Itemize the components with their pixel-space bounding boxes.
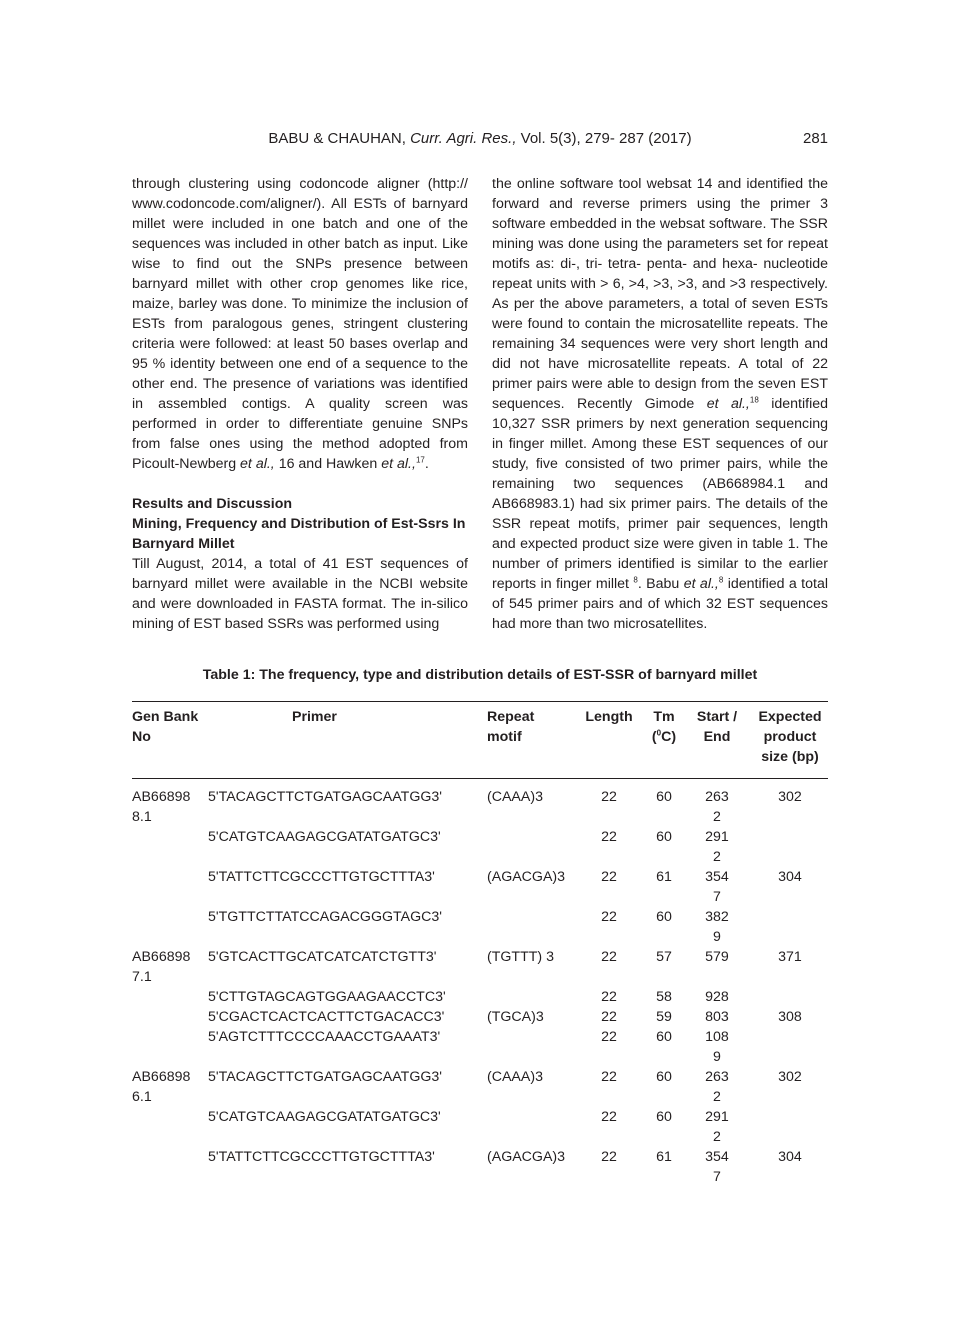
row-tm: 60 <box>656 909 672 925</box>
header-primer: Primer <box>292 709 337 725</box>
row-expected: 304 <box>778 1149 802 1165</box>
header-genbank: Gen Bank No <box>132 709 199 745</box>
right-text-1: the online software tool websat 14 and identified the forward and reverse primers using the primer 3 software embedded in the websat software. The SSR mining was done using the parameters set for repeat motifs as: di-, tri- tetra- penta- and hexa- nucleotide repeat units with > 6, >4, >3, >3, and >3 respectively. As per the above parameters, a total of seven ESTs were found to contain the microsatellite repeats. The remaining 34 sequences were very short length and did not have microsatellite repeats. A total of 22 primer pairs were able to design from the seven EST sequences. Recently Gimode <box>492 176 828 412</box>
ref-18: 18 <box>749 395 759 405</box>
row-primer: 5'TACAGCTTCTGATGAGCAATGG3' <box>208 789 443 805</box>
row-repeat: (TGCA)3 <box>487 1009 544 1025</box>
left-paragraph-1 <box>132 174 468 194</box>
header-length: Length <box>585 709 633 725</box>
row-repeat: (AGACGA)3 <box>487 1149 566 1165</box>
page-number: 281 <box>803 130 829 147</box>
ref-8a: 8 <box>633 575 638 585</box>
row-length: 22 <box>601 989 617 1005</box>
row-startend: 2632 <box>705 1069 729 1105</box>
row-startend: 3829 <box>705 909 729 945</box>
row-tm: 57 <box>656 949 672 965</box>
left-column <box>132 174 468 634</box>
left-etal-1: et al., <box>240 456 275 472</box>
ref-8b: 8 <box>718 575 724 585</box>
right-etal-gimode: et al., <box>706 396 750 412</box>
right-etal-babu: et al., <box>683 576 719 592</box>
row-startend: 1089 <box>705 1029 729 1065</box>
row-length: 22 <box>601 1029 617 1045</box>
row-startend: 2632 <box>705 789 729 825</box>
row-expected: 308 <box>778 1009 802 1025</box>
row-primer: 5'TACAGCTTCTGATGAGCAATGG3' <box>208 1069 443 1085</box>
left-etal-2: et al., <box>381 456 416 472</box>
section-heading: Results and Discussion <box>132 496 293 512</box>
header-repeat: Repeat motif <box>487 709 535 745</box>
row-genbank: AB668987.1 <box>132 949 191 985</box>
row-startend: 3547 <box>705 1149 729 1185</box>
subsection-heading: Mining, Frequency and Distribution of Est-Ssrs In Barnyard Millet <box>132 516 466 552</box>
row-expected: 302 <box>778 1069 802 1085</box>
row-tm: 60 <box>656 789 672 805</box>
header-volume: Vol. 5(3), 279- 287 (2017) <box>520 130 692 147</box>
row-startend: 2912 <box>705 829 729 865</box>
row-tm: 59 <box>656 1009 672 1025</box>
row-tm: 58 <box>656 989 672 1005</box>
row-expected: 302 <box>778 789 802 805</box>
row-repeat: (CAAA)3 <box>487 1069 543 1085</box>
row-primer: 5'TGTTCTTATCCAGACGGGTAGC3' <box>208 909 442 925</box>
header-journal: Curr. Agri. Res., <box>410 130 517 147</box>
header-tm-b: C) <box>661 729 677 745</box>
header-startend: Start / End <box>696 709 738 745</box>
row-primer: 5'CATGTCAAGAGCGATATGATGC3' <box>208 1109 441 1125</box>
left-p1-line1: through clustering using codoncode aligner (http:// <box>132 176 468 192</box>
row-repeat: (CAAA)3 <box>487 789 543 805</box>
row-length: 22 <box>601 949 617 965</box>
header-expected: Expected product size (bp) <box>758 709 822 765</box>
row-genbank: AB668986.1 <box>132 1069 191 1105</box>
header-tm <box>648 707 680 747</box>
row-tm: 60 <box>656 829 672 845</box>
row-repeat: (TGTTT) 3 <box>487 949 554 965</box>
row-startend: 3547 <box>705 869 729 905</box>
ref-17: 17 <box>415 455 425 465</box>
row-primer: 5'CATGTCAAGAGCGATATGATGC3' <box>208 829 441 845</box>
left-p1-mid: 16 and Hawken <box>274 456 382 472</box>
left-p1-text: www.codoncode.com/aligner/). All ESTs of barnyard millet were included in one batch and one of the sequences was included in other batch as input. Like wise to find out the SNPs presence between barnyard millet with other crop genomes like rice, maize, barley was done. To minimize the inclusion of ESTs from paralogous genes, stringent clustering criteria were followed: at least 50 bases overlap and 95 % identity between one end of a sequence to the other end. The presence of variations was identified in assembled contigs. A quality screen was performed in order to differentiate genuine SNPs from false ones using the method adopted from Picoult-Newberg <box>132 196 468 472</box>
row-primer: 5'AGTCTTTCCCCAAACCTGAAAT3' <box>208 1029 441 1045</box>
header-authors: BABU & CHAUHAN, <box>268 130 406 147</box>
row-length: 22 <box>601 829 617 845</box>
right-paragraph <box>492 174 828 634</box>
left-p1-end: . <box>424 456 429 472</box>
row-tm: 61 <box>656 869 672 885</box>
row-tm: 60 <box>656 1029 672 1045</box>
table-header-rule <box>132 778 828 779</box>
row-primer: 5'TATTCTTCGCCCTTGTGCTTTA3' <box>208 869 435 885</box>
running-header <box>0 130 960 150</box>
row-startend: 2912 <box>705 1109 729 1145</box>
left-paragraph-1-cont <box>132 194 468 474</box>
row-length: 22 <box>601 909 617 925</box>
left-paragraph-2: Till August, 2014, a total of 41 EST sequences of barnyard millet were available in the NCBI website and were downloaded in FASTA format. The in-silico mining of EST based SSRs was performed using <box>132 556 468 632</box>
row-startend: 803 <box>705 1009 729 1025</box>
row-expected: 371 <box>778 949 802 965</box>
row-primer: 5'TATTCTTCGCCCTTGTGCTTTA3' <box>208 1149 435 1165</box>
row-length: 22 <box>601 1109 617 1125</box>
row-startend: 579 <box>705 949 729 965</box>
header-tm-a: Tm ( <box>651 709 675 745</box>
header-tm-degree: 0 <box>656 728 662 738</box>
row-tm: 60 <box>656 1109 672 1125</box>
row-tm: 60 <box>656 1069 672 1085</box>
right-column <box>492 174 828 634</box>
row-length: 22 <box>601 1069 617 1085</box>
row-length: 22 <box>601 1149 617 1165</box>
right-text-2: identified 10,327 SSR primers by next generation sequencing in finger millet. Among these EST sequences of our study, five consisted of two primer pairs, while the remaining two sequences (AB668984.1 and AB668983.1) had six primer pairs. The details of the SSR repeat motifs, primer pair sequences, length and expected product size were given in table 1. The number of primers identified is similar to the earlier reports in finger millet <box>492 396 829 592</box>
row-primer: 5'CTTGTAGCAGTGGAAGAACCTC3' <box>208 989 446 1005</box>
right-text-4: identified a total of 545 primer pairs and of which 32 EST sequences had more than two microsatellites. <box>492 576 828 632</box>
table-caption: Table 1: The frequency, type and distribution details of EST-SSR of barnyard millet <box>202 667 758 683</box>
row-startend: 928 <box>705 989 729 1005</box>
row-tm: 61 <box>656 1149 672 1165</box>
row-length: 22 <box>601 869 617 885</box>
row-expected: 304 <box>778 869 802 885</box>
row-genbank: AB668988.1 <box>132 789 191 825</box>
row-primer: 5'CGACTCACTCACTTCTGACACC3' <box>208 1009 445 1025</box>
row-repeat: (AGACGA)3 <box>487 869 566 885</box>
right-text-3: . Babu <box>637 576 684 592</box>
table-top-rule <box>132 701 828 702</box>
row-length: 22 <box>601 789 617 805</box>
row-length: 22 <box>601 1009 617 1025</box>
row-primer: 5'GTCACTTGCATCATCATCTGTT3' <box>208 949 437 965</box>
